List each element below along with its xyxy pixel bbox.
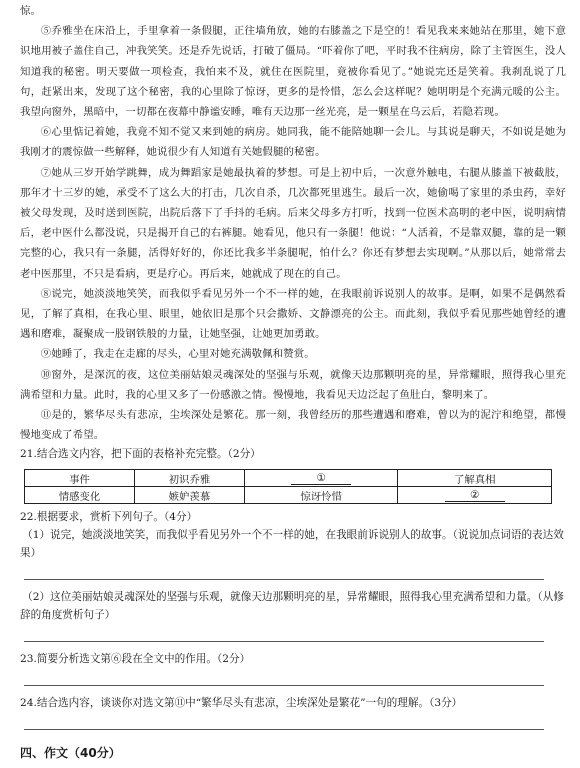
question-22-2: （2）这位美丽姑娘灵魂深处的坚强与乐观，就像天边那颗明亮的星，异常耀眼，照得我心里充满希望和力量。（从修辞的角度赏析句子） [20,591,564,622]
question-22-1: （1）说完，她淡淡地笑笑，而我似乎看见另外一个不一样的她，在我眼前诉说别人的故事。（说说加点词语的表达效果） [20,529,564,560]
table-row [25,487,552,504]
paragraph-9: ⑨她睡了，我走在走廊的尽头，心里对她充满敬佩和赞赏。 [40,348,315,361]
table-cell: 嫉妒羡慕 [134,487,244,504]
blank-2: ② [445,489,505,502]
question-21: 21.结合选文内容，把下面的表格补充完整。（2分） [20,448,261,461]
paragraph-10: ⑩窗外，是深沉的夜，这位美丽姑娘灵魂深处的坚强与乐观，就像天边那颗明亮的星，异常耀眼，照得我心里充满希望和力量。此时，我的心里又多了一份感激之情。慢慢地，我看见天边泛起了鱼肚白，黎明来了。 [20,368,566,401]
paragraph-6: ⑥心里惦记着她，我竟不知不觉又来到她的病房。她同我，能不能陪她聊一会儿。与其说是聊天，不如说是她为我刚才的震惊做一些解释，她说很少有人知道有关她假腿的秘密。 [20,126,566,159]
blank-1: ① [291,472,351,485]
paragraph-11: ⑪是的，繁华尽头有悲凉，尘埃深处是繁花。那一刻，我曾经历的那些遭遇和磨难，曾以为的泥泞和绝望，都慢慢地变成了希望。 [20,409,566,442]
answer-line[interactable] [24,565,544,580]
paragraph-4-end: 惊。 [20,5,42,17]
paragraph-7: ⑦她从三岁开始学跳舞，成为舞蹈家是她最执着的梦想。可是上初中后，一次意外触电，右腿从膝盖下被截肢，那年才十三岁的她，承受不了这么大的打击，几次自杀，几次都死里逃生。最后一次，她偷喝了家里的杀虫药，幸好被父母发现，及时送到医院，出院后落下了手抖的毛病。后来父母多方打听，找到一位医术高明的老中医，说明病情后，老中医什么都没说，只是揭开自己的右裤腿。她看见，他只有一条腿！他说：“人活着，不是靠双腿，靠的是一颗完整的心，我只有一条腿，活得好好的，你还比我多半条腿呢，怕什么？你还有梦想去实现啊。”从那以后，她常常去老中医那里，不只是看病，更是疗心。再后来，她就成了现在的自己。 [20,166,566,280]
answer-line[interactable] [24,627,544,642]
table-cell: 情感变化 [25,487,135,504]
table-cell: 惊讶怜惜 [244,487,398,504]
table-cell: 了解真相 [398,470,552,487]
question-23: 23.简要分析选文第⑥段在全文中的作用。（2分） [20,653,251,666]
question-21-table [24,469,552,504]
table-cell: 事件 [25,470,135,487]
paragraph-5: ⑤乔雅坐在床沿上，手里拿着一条假腿，正往墙角放，她的右膝盖之下是空的！看见我来来她站在那里，她下意识地用被子盖住自己，冲我笑笑。还是乔先说话，打破了僵局。“吓着你了吧，平时我不往病房，除了主管医生，没人知道我的秘密。明天要做一项检查，我怕来不及，就住在医院里，竟被你看见了。”她说完还是笑着。我刹乱说了几句，赶紧出来，发现了这个秘密，我的心里除了惊讶，更多的是怜惜，怎么会这样呢？她明明是个充满元暖的公主。我望向窗外，黑暗中，一切都在夜幕中静谧安睡，唯有天边那一丝光亮，是一颗星在乌云后，若隐若现。 [20,25,566,119]
table-cell-blank[interactable] [398,487,552,504]
table-row [25,470,552,487]
table-cell: 初识乔雅 [134,470,244,487]
question-24: 24.结合选内容，谈谈你对选文第⑪中“繁华尽头有悲凉，尘埃深处是繁花”一句的理解。（3分） [20,697,463,710]
answer-line[interactable] [24,715,544,730]
section-heading: 四、作文（40分） [20,746,121,761]
question-22: 22.根据要求，赏析下列句子。（4分） [20,511,198,524]
table-cell-blank[interactable] [244,470,398,487]
answer-line[interactable] [24,671,544,686]
paragraph-8: ⑧说完，她淡淡地笑笑，而我似乎看见另外一个不一样的她，在我眼前诉说别人的故事。是啊，如果不是偶然看见，了解了真相，在我心里、眼里，她依旧是那个只会撒娇、文静漂亮的公主。而此刻，我似乎看见那些她曾经的遭遇和磨难，凝聚成一股钢铁般的力量，让她坚强，让她更加勇敢。 [20,287,566,341]
